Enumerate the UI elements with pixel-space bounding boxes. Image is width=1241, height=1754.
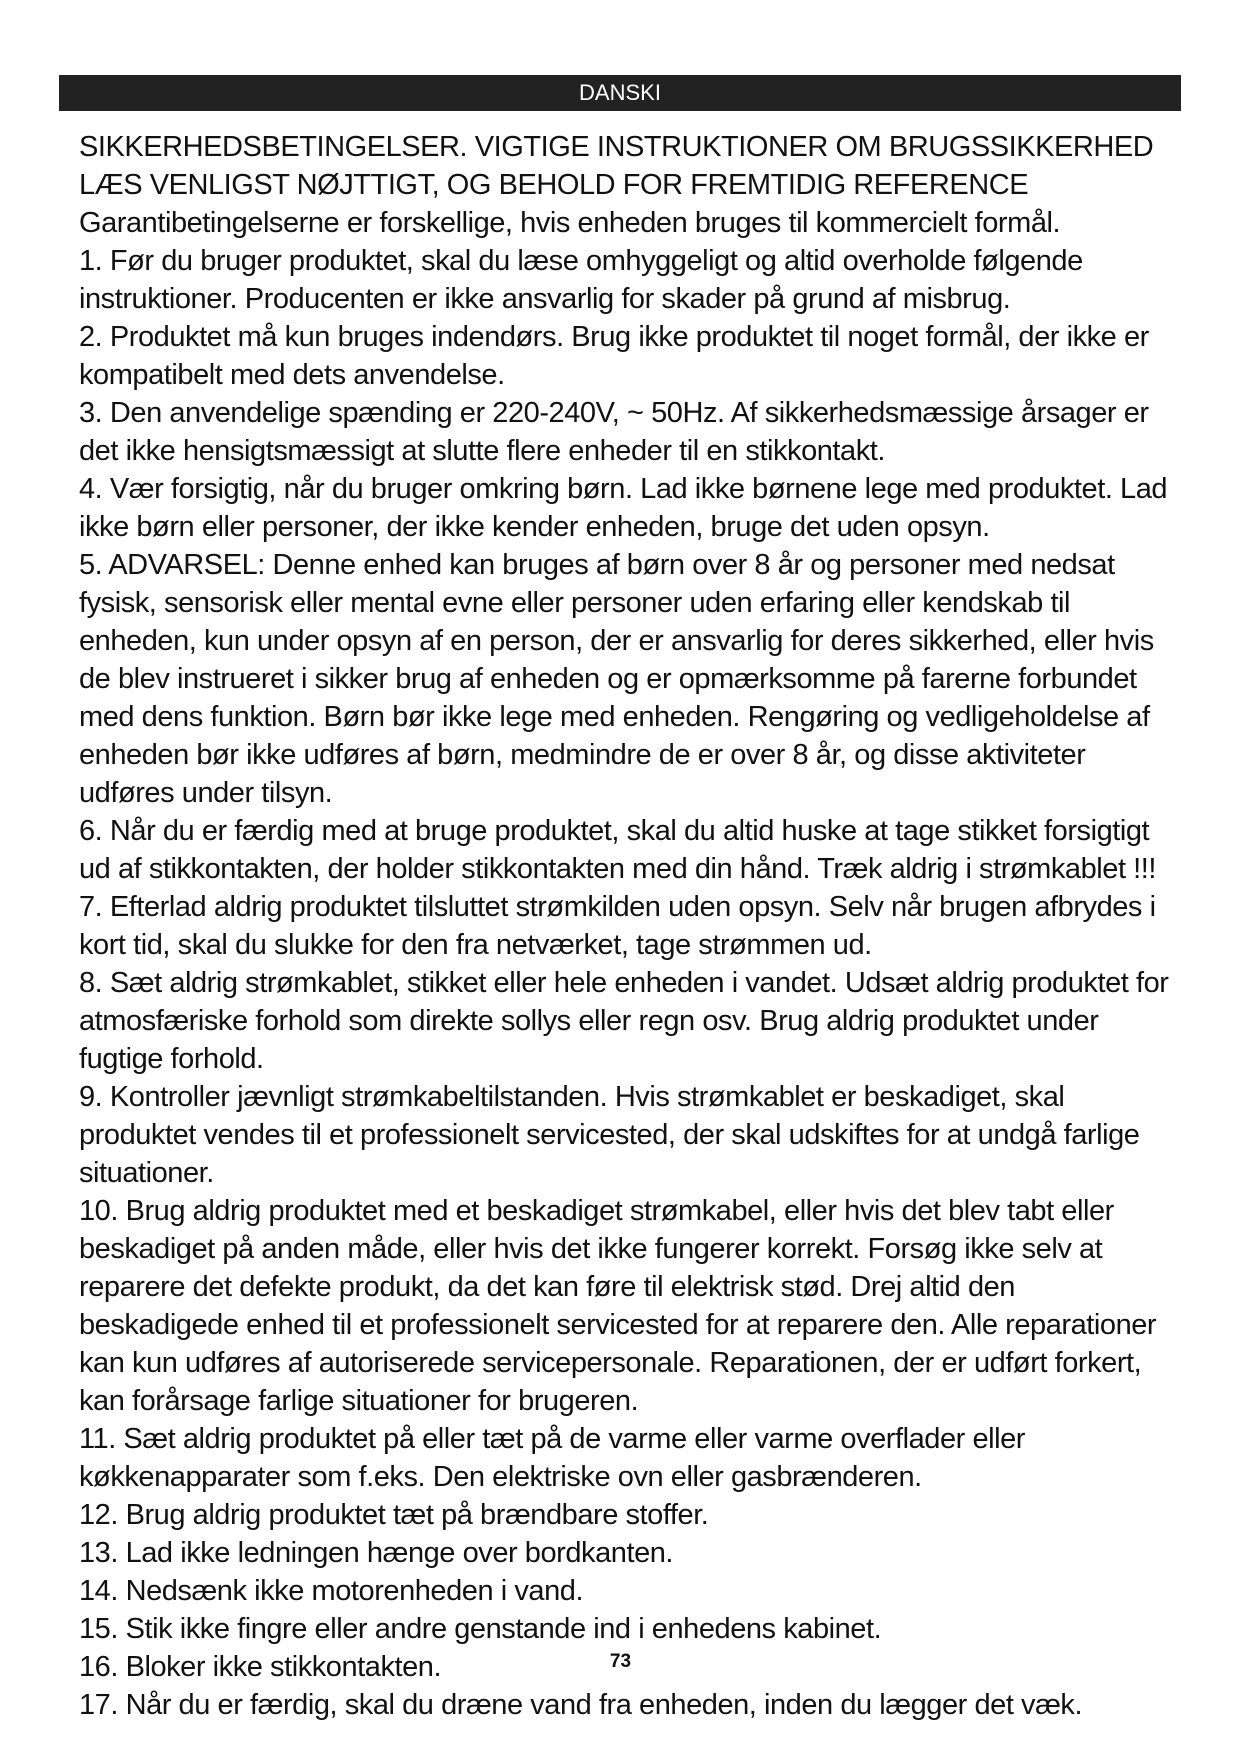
instruction-item-12: 12. Brug aldrig produktet tæt på brændbare stoffer. (79, 1499, 709, 1531)
instruction-item-5: 5. ADVARSEL: Denne enhed kan bruges af børn over 8 år og personer med nedsat fysisk, sensorisk eller mental evne eller personer uden erfaring eller kendskab til enheden, kun under opsyn af en person, der er ansvarlig for deres sikkerhed, eller hvis de blev instrueret i sikker brug af enheden og er opmærksomme på farerne forbundet med dens funktion. Børn bør ikke lege med enheden. Rengøring og vedligeholdelse af enheden bør ikke udføres af børn, medmindre de er over 8 år, og disse aktiviteter udføres under tilsyn. (79, 549, 1154, 809)
instruction-item-6: 6. Når du er færdig med at bruge produktet, skal du altid huske at tage stikket forsigtigt ud af stikkontakten, der holder stikkontakten med din hånd. Træk aldrig i strømkablet !!! (79, 815, 1156, 885)
instruction-item-17: 17. Når du er færdig, skal du dræne vand fra enheden, inden du lægger det væk. (79, 1689, 1083, 1721)
instruction-item-15: 15. Stik ikke fingre eller andre genstande ind i enhedens kabinet. (79, 1613, 882, 1645)
instruction-item-10: 10. Brug aldrig produktet med et beskadiget strømkabel, eller hvis det blev tabt eller beskadiget på anden måde, eller hvis det ikke fungerer korrekt. Forsøg ikke selv at reparere det defekte produkt, da det kan føre til elektrisk stød. Drej altid den beskadigede enhed til et professionelt servicested for at reparere den. Alle reparationer kan kun udføres af autoriserede servicepersonale. Reparationen, der er udført forkert, kan forårsage farlige situationer for brugeren. (79, 1195, 1157, 1417)
instruction-item-1: 1. Før du bruger produktet, skal du læse omhyggeligt og altid overholde følgende instruktioner. Producenten er ikke ansvarlig for skader på grund af misbrug. (79, 245, 1083, 315)
instruction-item-2: 2. Produktet må kun bruges indendørs. Brug ikke produktet til noget formål, der ikke er kompatibelt med dets anvendelse. (79, 321, 1149, 391)
language-label: DANSKI (579, 80, 661, 105)
instruction-item-13: 13. Lad ikke ledningen hænge over bordkanten. (79, 1537, 674, 1569)
language-header-bar (59, 75, 1181, 111)
heading-line-2: LÆS VENLIGST NØJTTIGT, OG BEHOLD FOR FREMTIDIG REFERENCE (79, 169, 1029, 201)
warranty-note: Garantibetingelserne er forskellige, hvis enheden bruges til kommercielt formål. (79, 207, 1061, 239)
heading-line-1: SIKKERHEDSBETINGELSER. VIGTIGE INSTRUKTIONER OM BRUGSSIKKERHED (79, 131, 1154, 163)
instruction-item-7: 7. Efterlad aldrig produktet tilsluttet strømkilden uden opsyn. Selv når brugen afbrydes i kort tid, skal du slukke for den fra netværket, tage strømmen ud. (79, 891, 1156, 961)
instruction-item-9: 9. Kontroller jævnligt strømkabeltilstanden. Hvis strømkablet er beskadiget, skal produktet vendes til et professionelt servicested, der skal udskiftes for at undgå farlige situationer. (79, 1081, 1140, 1189)
page-number: 73 (609, 1651, 632, 1672)
instruction-item-4: 4. Vær forsigtig, når du bruger omkring børn. Lad ikke børnene lege med produktet. Lad ikke børn eller personer, der ikke kender enheden, bruge det uden opsyn. (79, 473, 1168, 543)
instruction-item-8: 8. Sæt aldrig strømkablet, stikket eller hele enheden i vandet. Udsæt aldrig produktet for atmosfæriske forhold som direkte sollys eller regn osv. Brug aldrig produktet under fugtige forhold. (79, 967, 1169, 1075)
instruction-item-11: 11. Sæt aldrig produktet på eller tæt på de varme eller varme overflader eller køkkenapparater som f.eks. Den elektriske ovn eller gasbrænderen. (79, 1423, 1026, 1493)
instruction-item-14: 14. Nedsænk ikke motorenheden i vand. (79, 1575, 584, 1607)
instruction-item-3: 3. Den anvendelige spænding er 220-240V, ~ 50Hz. Af sikkerhedsmæssige årsager er det ikke hensigtsmæssigt at slutte flere enheder til en stikkontakt. (79, 397, 1149, 467)
safety-instructions (79, 128, 1175, 1724)
instruction-item-16: 16. Bloker ikke stikkontakten. (79, 1651, 442, 1683)
